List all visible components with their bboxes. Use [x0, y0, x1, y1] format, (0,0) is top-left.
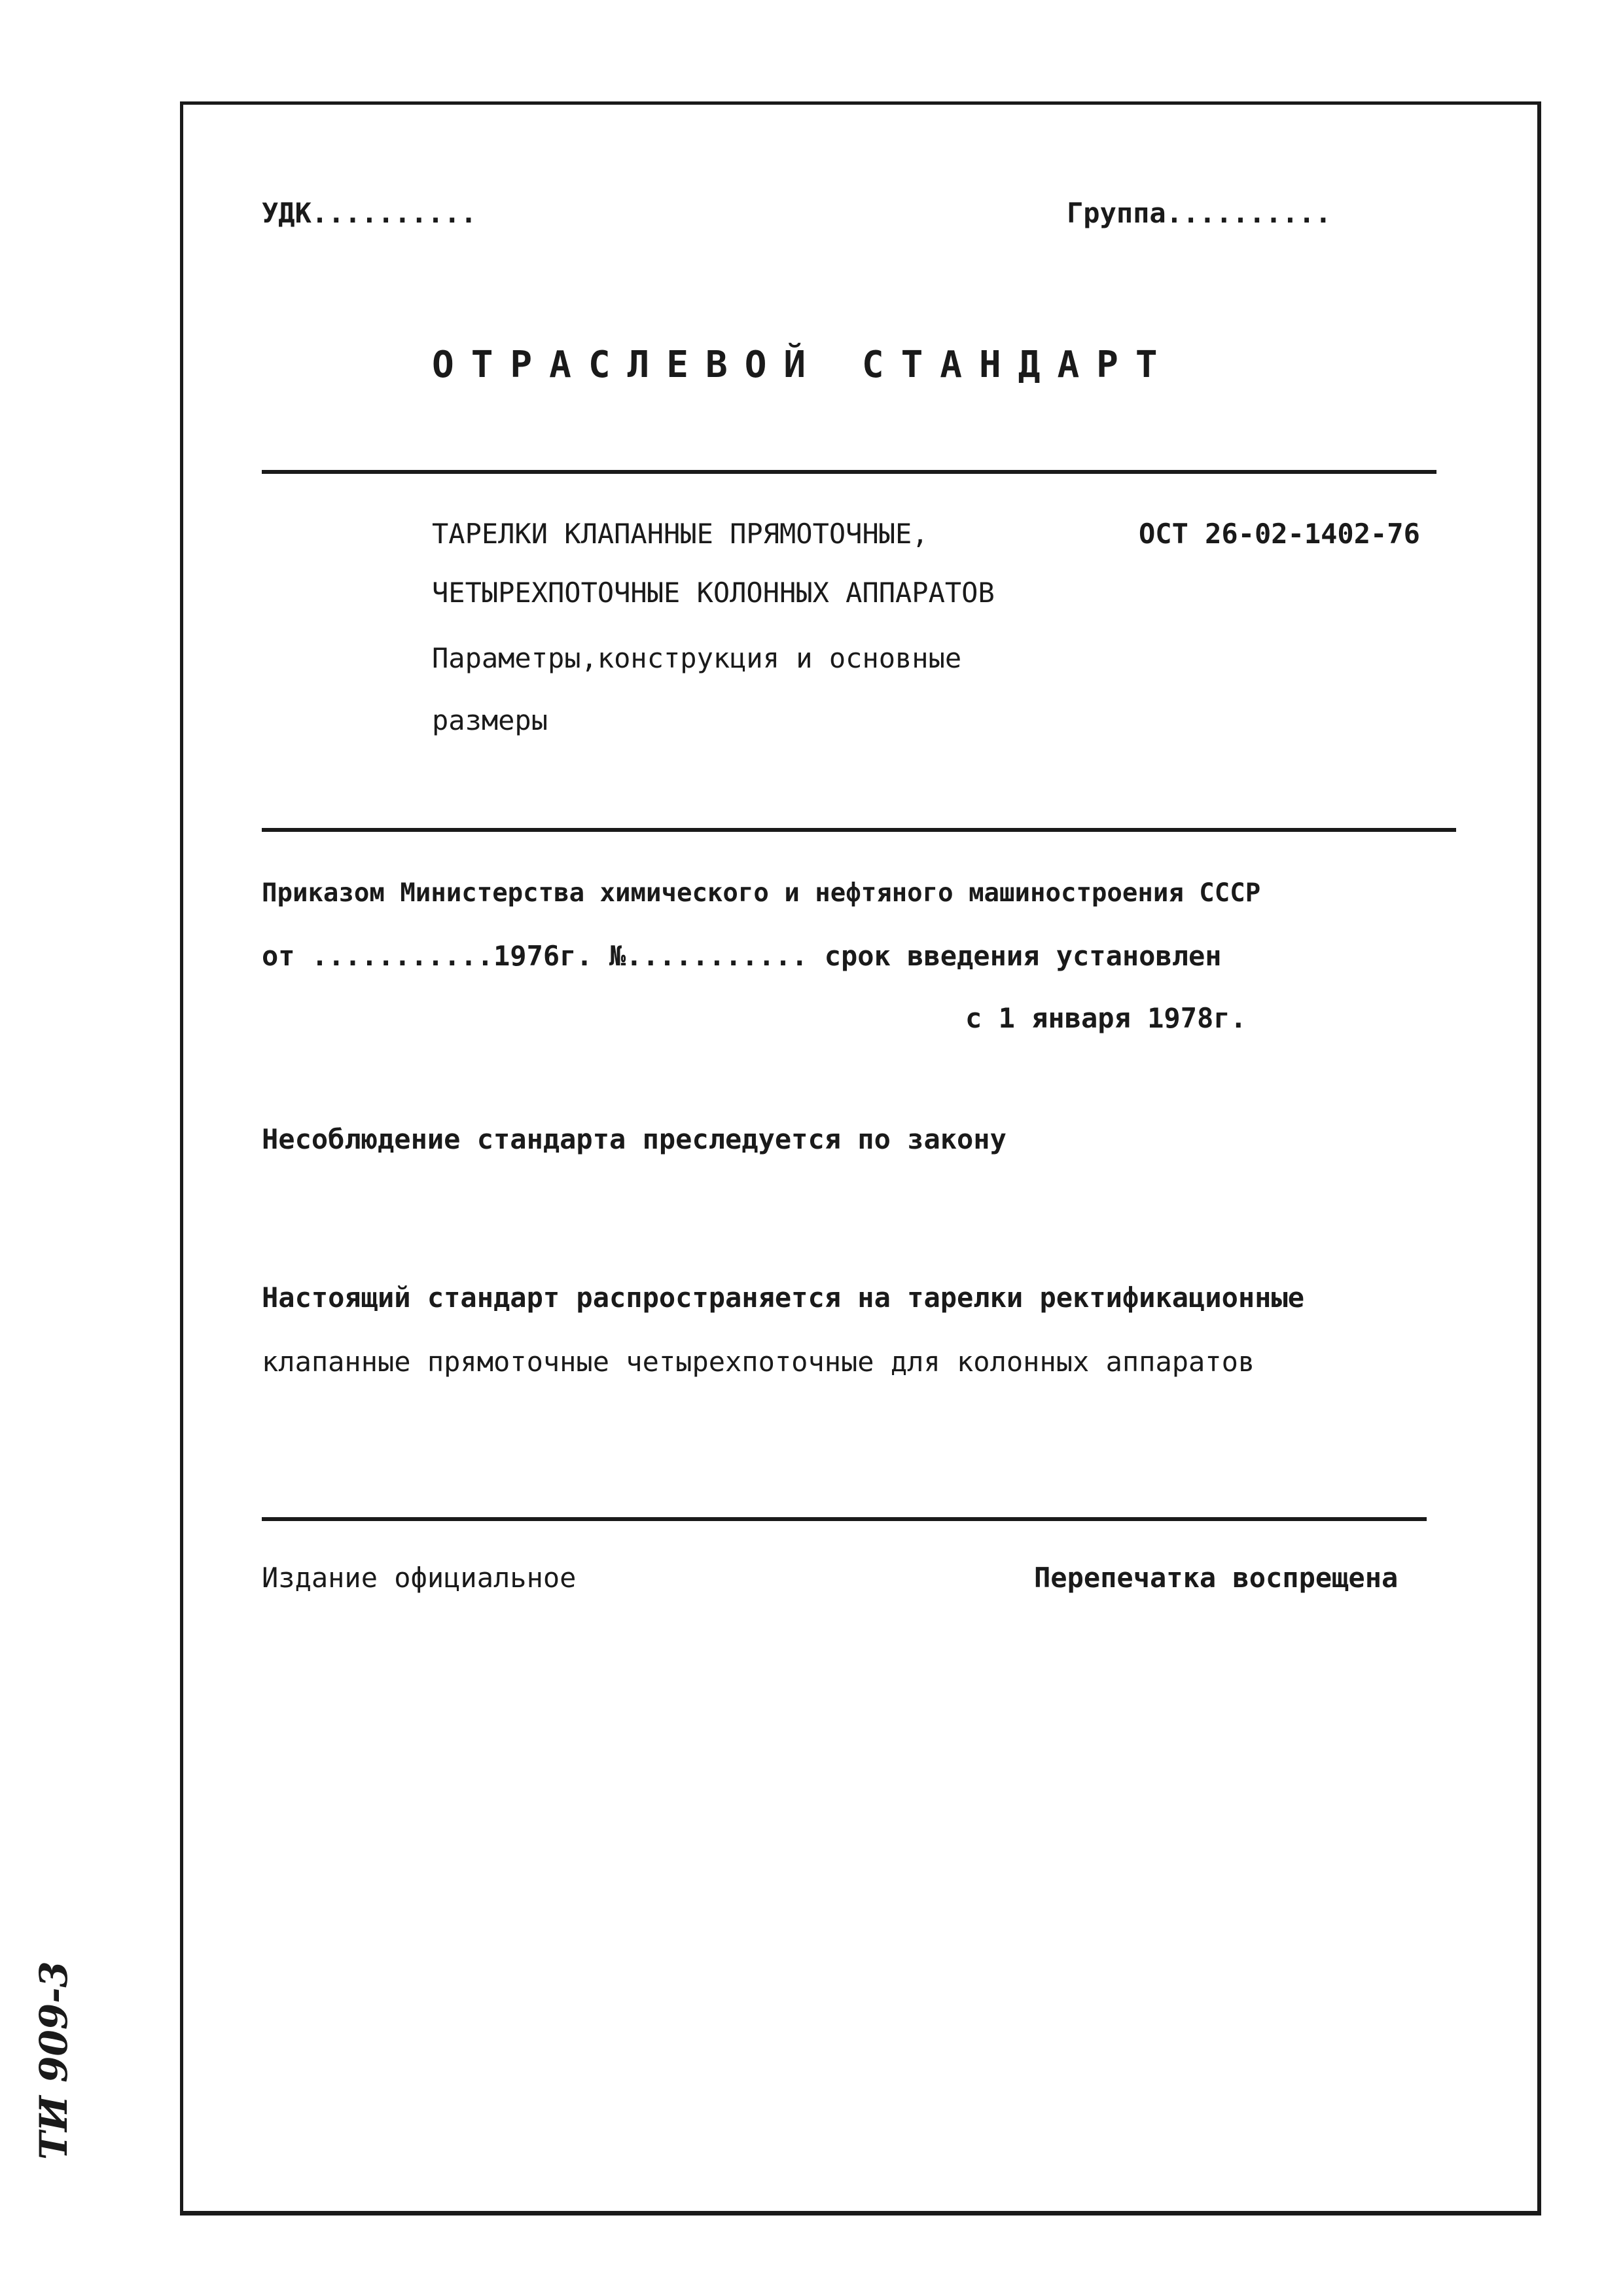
page-border-frame: [180, 101, 1541, 2215]
group-label: Группа..........: [1067, 197, 1332, 229]
udk-label: УДК..........: [262, 197, 477, 229]
side-archive-code: ТИ 909-3: [31, 1961, 76, 2160]
divider-rule: [262, 828, 1456, 832]
order-line-3: с 1 января 1978г.: [965, 1002, 1247, 1034]
document-title: ОТРАСЛЕВОЙ СТАНДАРТ: [432, 344, 1175, 386]
standard-name-line-3: Параметры,конструкция и основные: [432, 642, 962, 674]
order-line-1: Приказом Министерства химического и нефтяного машиностроения СССР: [262, 878, 1261, 908]
divider-rule: [262, 1517, 1427, 1521]
order-line-2: от ...........1976г. №........... срок введения установлен: [262, 940, 1222, 972]
legal-warning: Несоблюдение стандарта преследуется по закону: [262, 1123, 1007, 1155]
standard-name-line-1: ТАРЕЛКИ КЛАПАННЫЕ ПРЯМОТОЧНЫЕ,: [432, 518, 929, 550]
standard-name-line-2: ЧЕТЫРЕХПОТОЧНЫЕ КОЛОННЫХ АППАРАТОВ: [432, 577, 995, 609]
scope-line-1: Настоящий стандарт распространяется на тарелки ректификационные: [262, 1282, 1305, 1314]
standard-name-line-4: размеры: [432, 704, 548, 736]
reprint-note: Перепечатка воспрещена: [1034, 1562, 1399, 1594]
scope-line-2: клапанные прямоточные четырехпоточные для колонных аппаратов: [262, 1346, 1255, 1378]
divider-rule: [262, 470, 1436, 474]
standard-code: ОСТ 26-02-1402-76: [1139, 518, 1420, 550]
edition-note: Издание официальное: [262, 1562, 577, 1594]
